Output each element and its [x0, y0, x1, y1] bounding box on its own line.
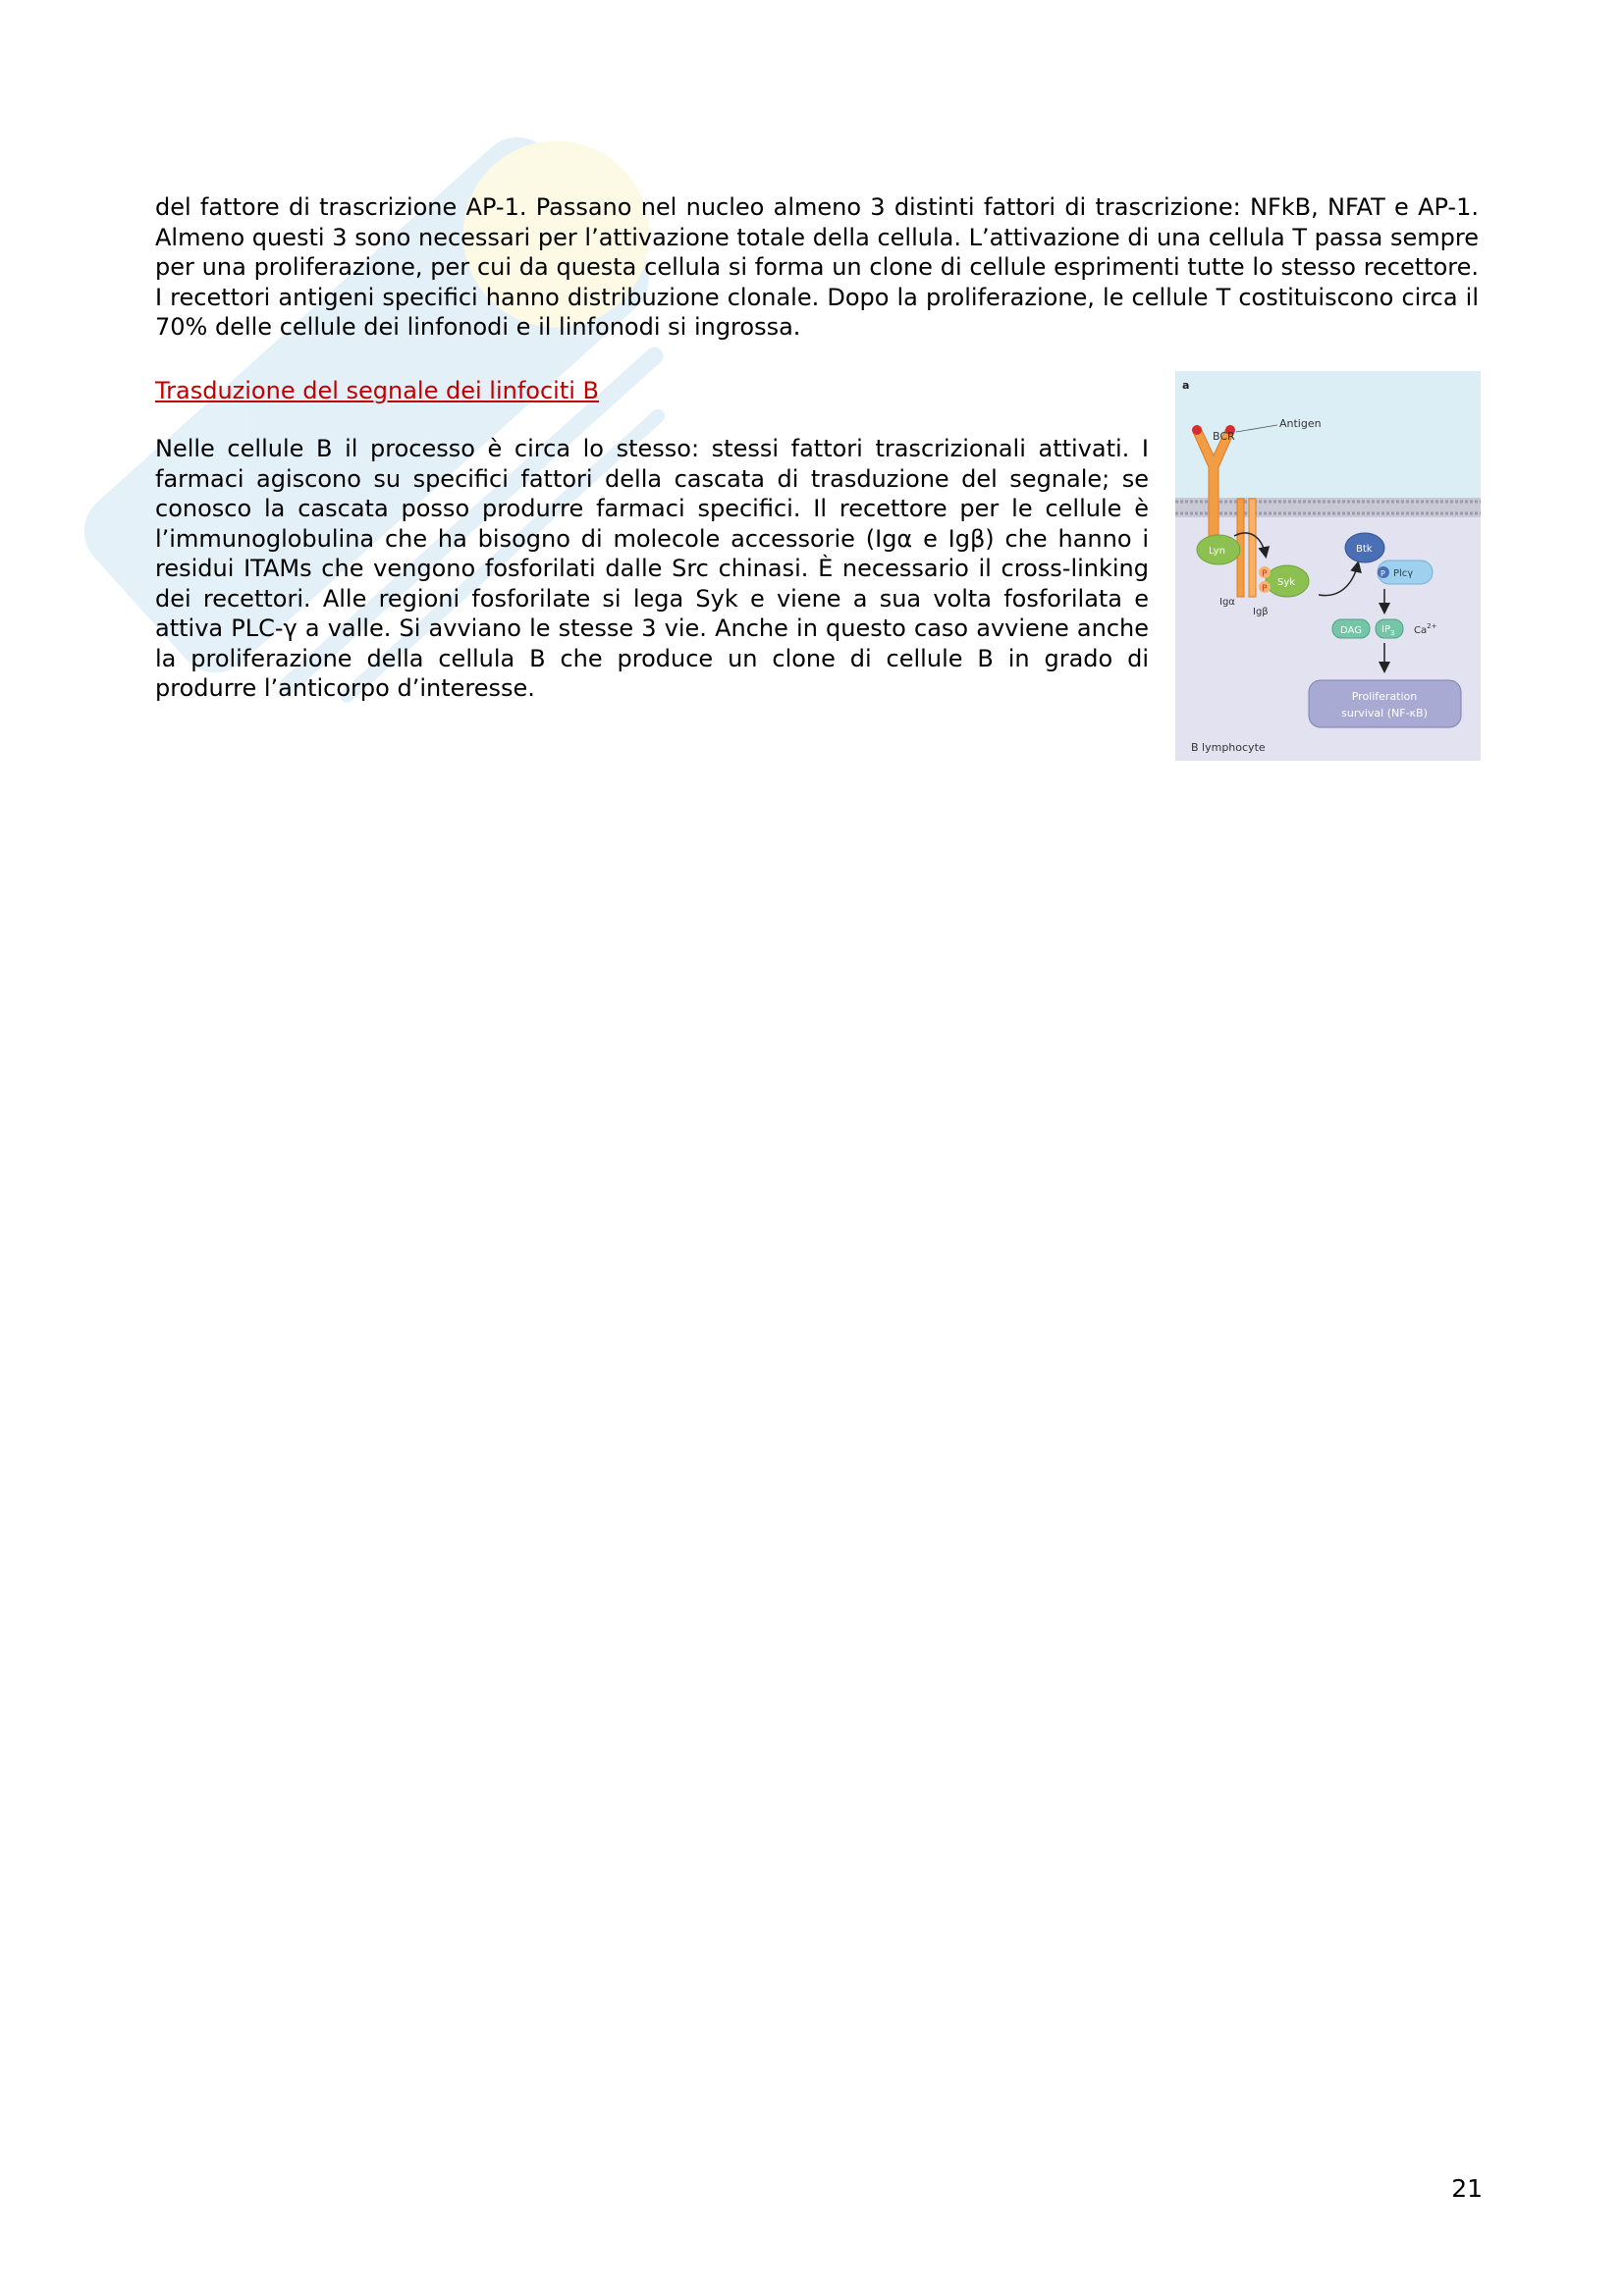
- calcium-superscript: 2+: [1427, 622, 1437, 630]
- svg-text:P: P: [1262, 584, 1268, 594]
- iga-label: Igα: [1219, 597, 1235, 608]
- ip3-label: IP: [1381, 624, 1390, 635]
- p-mark-plcg: P: [1380, 569, 1385, 578]
- calcium-label: Ca: [1414, 625, 1428, 636]
- b-cell-paragraph: Nelle cellule B il processo è circa lo stesso: stessi fattori trascrizionali attivati. I farmaci agiscono su specifici fattori della cascata di trasduzione del segnale; se conosco la cascata posso produrre farmaci specifici. Il recettore per le cellule è l’immunoglobulina che ha bisogno di molecole accessorie (Igα e Igβ) che hanno i residui ITAMs che vengono fosforilati dalle Src chinasi. È necessario il cross-linking dei recettori. Alle regioni fosforilate si lega Syk e viene a sua volta fosforilata e attiva PLC-γ a valle. Si avviano le stesse 3 vie. Anche in questo caso avviene anche la proliferazione della cellula B che produce un clone di cellule B in grado di produrre l’anticorpo d’interesse.: [155, 435, 1149, 702]
- panel-label: a: [1182, 379, 1190, 392]
- bcr-label: BCR: [1213, 430, 1235, 443]
- ip3-subscript: 3: [1389, 629, 1395, 637]
- section-heading: Trasduzione del segnale dei linfociti B: [155, 377, 600, 404]
- svg-text:P: P: [1262, 569, 1268, 579]
- cell-type-label: B lymphocyte: [1191, 741, 1266, 754]
- outcome-line2: survival (NF-κB): [1341, 707, 1428, 720]
- cell-membrane: [1175, 498, 1481, 517]
- btk-label: Btk: [1356, 544, 1373, 555]
- igb-label: Igβ: [1253, 607, 1269, 617]
- dag-label: DAG: [1340, 625, 1362, 636]
- bcr-signaling-figure: [1175, 371, 1481, 761]
- plcg-label: Plcγ: [1393, 568, 1414, 579]
- lyn-label: Lyn: [1209, 546, 1225, 557]
- intro-paragraph: del fattore di trascrizione AP-1. Passano nel nucleo almeno 3 distinti fattori di trascrizione: NFkB, NFAT e AP-1. Almeno questi 3 sono necessari per l’attivazione totale della cellula. L’attivazione di una cellula T passa sempre per una proliferazione, per cui da questa cellula si forma un clone di cellule esprimenti tutte lo stesso recettore. I recettori antigeni specifici hanno distribuzione clonale. Dopo la proliferazione, le cellule T costituiscono circa il 70% delle cellule dei linfonodi e il linfonodi si ingrossa.: [155, 193, 1479, 341]
- page-number: 21: [1451, 2174, 1483, 2203]
- igb-chain: [1249, 499, 1256, 597]
- syk-label: Syk: [1277, 577, 1296, 588]
- outcome-box: [1309, 680, 1461, 727]
- antigen-label: Antigen: [1279, 417, 1322, 430]
- outcome-line1: Proliferation: [1351, 690, 1418, 703]
